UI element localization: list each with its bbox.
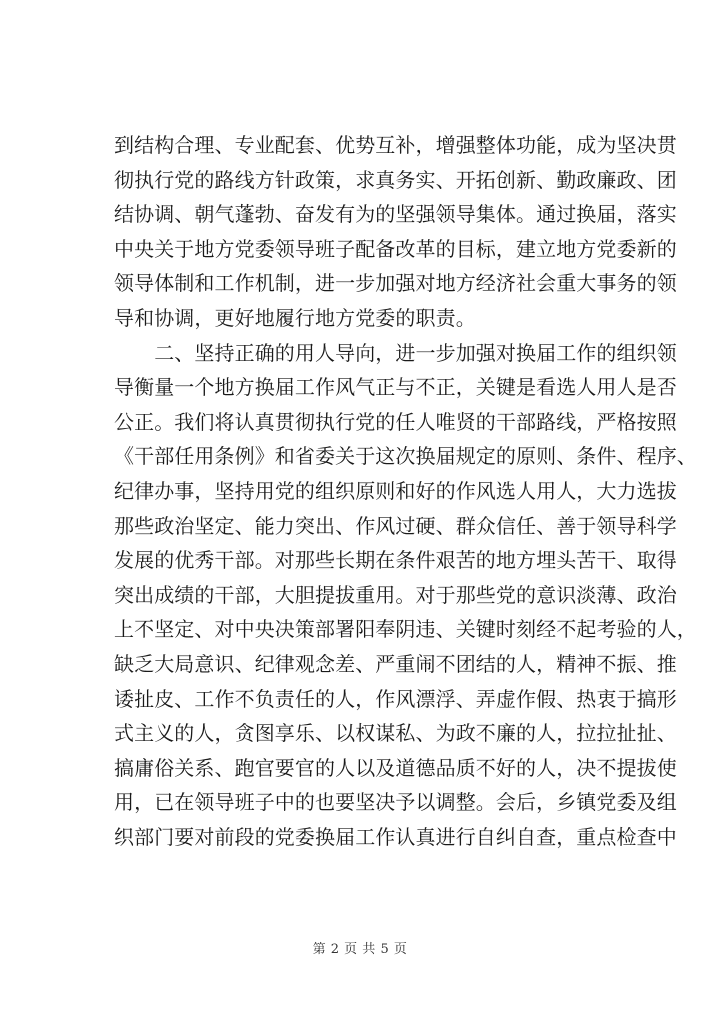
text-line: 公正。我们将认真贯彻执行党的任人唯贤的干部路线，严格按照 (114, 409, 677, 434)
text-line: 结协调、朝气蓬勃、奋发有为的坚强领导集体。通过换届，落实 (114, 202, 677, 227)
text-line: 发展的优秀干部。对那些长期在条件艰苦的地方埋头苦干、取得 (114, 548, 677, 573)
text-line: 式主义的人，贪图享乐、以权谋私、为政不廉的人，拉拉扯扯、 (114, 721, 677, 746)
text-line: 到结构合理、专业配套、优势互补，增强整体功能，成为坚决贯 (114, 133, 677, 157)
text-line: 彻执行党的路线方针政策，求真务实、开拓创新、勤政廉政、团 (114, 167, 677, 192)
text-line: 中央关于地方党委领导班子配备改革的目标，建立地方党委新的 (114, 236, 677, 261)
text-line: 用，已在领导班子中的也要坚决予以调整。会后，乡镇党委及组 (114, 790, 677, 815)
text-line: 搞庸俗关系、跑官要官的人以及道德品质不好的人，决不提拔使 (114, 755, 677, 780)
text-line: 导衡量一个地方换届工作风气正与不正，关键是看选人用人是否 (114, 375, 677, 400)
text-line: 织部门要对前段的党委换届工作认真进行自纠自查，重点检查中 (114, 824, 677, 849)
text-line: 突出成绩的干部，大胆提拔重用。对于那些党的意识淡薄、政治 (114, 582, 677, 607)
text-line: 那些政治坚定、能力突出、作风过硬、群众信任、善于领导科学 (114, 513, 677, 538)
text-line: 上不坚定、对中央决策部署阳奉阴违、关键时刻经不起考验的人， (114, 617, 697, 642)
text-line: 导和协调，更好地履行地方党委的职责。 (114, 305, 476, 330)
text-line: 领导体制和工作机制，进一步加强对地方经济社会重大事务的领 (114, 271, 677, 296)
text-line: 二、坚持正确的用人导向，进一步加强对换届工作的组织领 (114, 340, 677, 365)
text-line: 《干部任用条例》和省委关于这次换届规定的原则、条件、程序、 (114, 444, 697, 469)
page-number-footer: 第 2 页 共 5 页 (312, 942, 408, 957)
body-text (114, 128, 697, 854)
text-line: 缺乏大局意识、纪律观念差、严重闹不团结的人，精神不振、推 (114, 651, 677, 676)
text-line: 诿扯皮、工作不负责任的人，作风漂浮、弄虚作假、热衷于搞形 (114, 686, 677, 711)
text-line: 纪律办事，坚持用党的组织原则和好的作风选人用人，大力选拔 (114, 478, 677, 503)
